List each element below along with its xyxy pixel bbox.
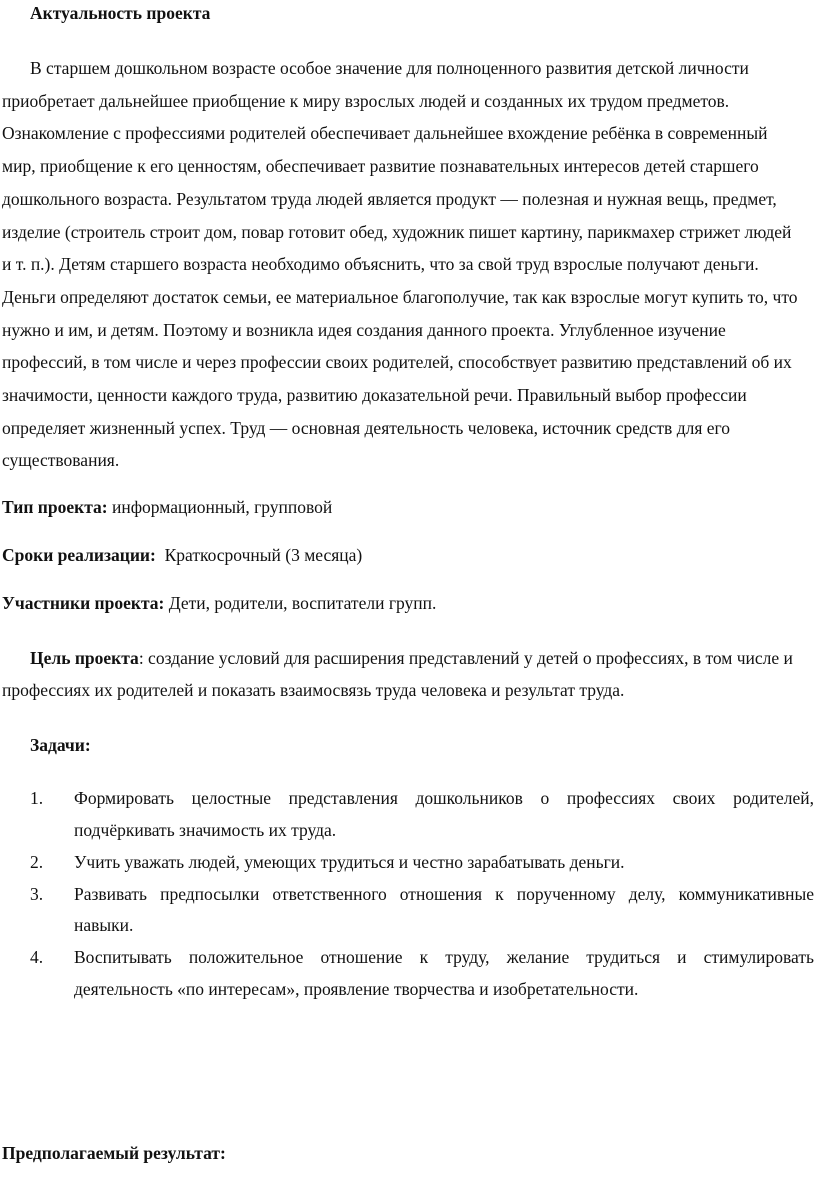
relevance-paragraph [2, 52, 802, 477]
timeline-value: Краткосрочный (3 месяца) [164, 545, 363, 565]
section-title: Актуальность проекта [30, 3, 211, 23]
goal-text: : создание условий для расширения представлений у детей о профессиях, в том числе и профессиях их родителей и показать взаимосвязь труда человека и результат труда. [2, 648, 793, 700]
list-item: 2. Учить уважать людей, умеющих трудиться и честно зарабатывать деньги. [30, 851, 625, 872]
goal-label: Цель проекта [30, 648, 139, 668]
expected-result-title: Предполагаемый результат: [2, 1143, 226, 1163]
tasks-title: Задачи: [30, 735, 91, 755]
project-type-line [2, 497, 332, 518]
participants-value: Дети, родители, воспитатели групп. [168, 593, 437, 613]
timeline-line [2, 545, 362, 566]
list-item: 4. Воспитывать положительное отношение к труду, желание трудиться и стимулировать деятельность «по интересам», проявление творчества и изобретательности. [30, 947, 814, 999]
project-type-value: информационный, групповой [111, 497, 333, 517]
timeline-label: Сроки реализации: [2, 545, 156, 565]
relevance-text: В старшем дошкольном возрасте особое значение для полноценного развития детской личности приобретает дальнейшее приобщение к миру взрослых людей и созданных их трудом предметов. Ознакомление с профессиями родителей обеспечивает дальнейшее вхождение ребёнка в современный мир, приобщение к его ценностям, обеспечивает развитие познавательных интересов детей старшего дошкольного возраста. Результатом труда людей является продукт — полезная и нужная вещь, предмет, изделие (строитель строит дом, повар готовит обед, художник пишет картину, парикмахер стрижет людей и т. п.). Детям старшего возраста необходимо объяснить, что за свой труд взрослые получают деньги. Деньги определяют достаток семьи, ее материальное благополучие, так как взрослые могут купить то, что нужно и им, и детям. Поэтому и возникла идея создания данного проекта. Углубленное изучение профессий, в том числе и через профессии своих родителей, способствует развитию представлений об их значимости, ценности каждого труда, развитию доказательной речи. Правильный выбор профессии определяет жизненный успех. Труд — основная деятельность человека, источник средств для его существования. [2, 58, 798, 471]
project-type-label: Тип проекта: [2, 497, 108, 517]
goal-paragraph [2, 642, 802, 706]
list-item: 1. Формировать целостные представления дошкольников о профессиях своих родителей, подчёркивать значимость их труда. [30, 788, 814, 840]
participants-line [2, 593, 436, 614]
participants-label: Участники проекта: [2, 593, 165, 613]
tasks-list [0, 783, 814, 1006]
list-item: 3. Развивать предпосылки ответственного отношения к порученному делу, коммуникативные навыки. [30, 883, 814, 935]
